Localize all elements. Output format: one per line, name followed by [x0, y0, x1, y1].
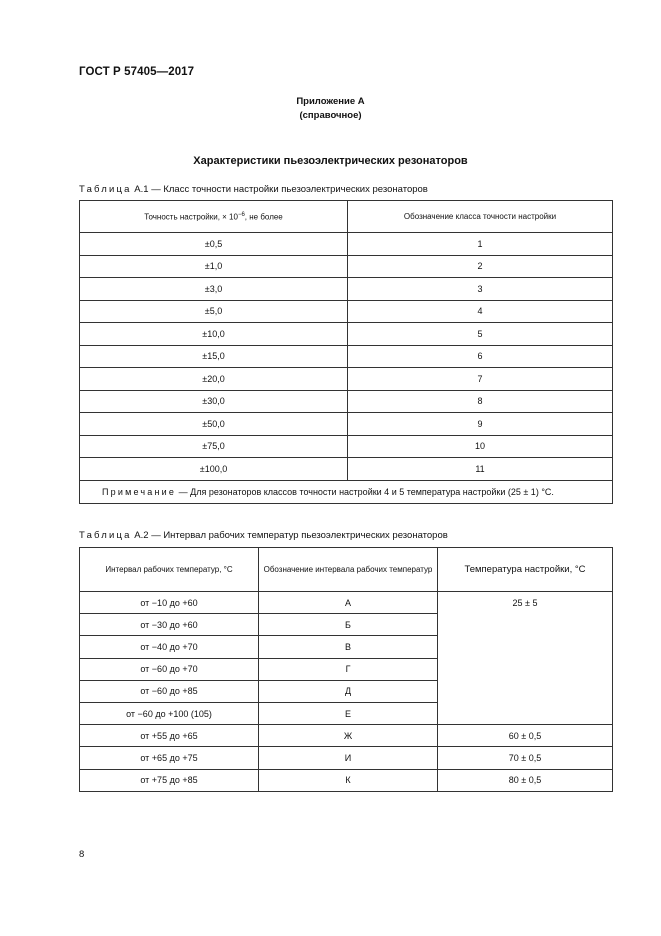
- tuning-accuracy-cell: ±15,0: [80, 345, 348, 368]
- table-row: [80, 300, 613, 323]
- annex-title: Приложение А: [296, 96, 365, 107]
- temperature-interval-cell: от −40 до +70: [80, 636, 259, 658]
- temperature-interval-cell: от +75 до +85: [80, 769, 259, 791]
- accuracy-class-cell: 5: [348, 323, 613, 346]
- accuracy-class-cell: 2: [348, 255, 613, 278]
- table-row: [80, 458, 613, 481]
- table2-caption-text: А.2 — Интервал рабочих температур пьезоэлектрических резонаторов: [131, 530, 448, 541]
- table1-col1-header-exp: −6: [237, 211, 245, 218]
- interval-designation-cell: Б: [259, 614, 438, 636]
- table-row: [80, 368, 613, 391]
- table2-header-row: [80, 548, 613, 592]
- tuning-temperature-cell: 25 ± 5: [438, 592, 613, 725]
- tuning-accuracy-cell: ±100,0: [80, 458, 348, 481]
- interval-designation-cell: Д: [259, 680, 438, 702]
- page-number: 8: [79, 849, 85, 860]
- table1-note-text: — Для резонаторов классов точности настройки 4 и 5 температура настройки (25 ± 1) °С.: [176, 486, 554, 497]
- table1-col1-header-suffix: , не более: [244, 212, 283, 222]
- temperature-interval-cell: от −60 до +100 (105): [80, 702, 259, 724]
- interval-designation-cell: К: [259, 769, 438, 791]
- tuning-temperature-cell: 70 ± 0,5: [438, 747, 613, 769]
- accuracy-class-cell: 1: [348, 233, 613, 256]
- tuning-temperature-cell: 60 ± 0,5: [438, 725, 613, 747]
- table-row: [80, 278, 613, 301]
- accuracy-class-cell: 6: [348, 345, 613, 368]
- accuracy-class-cell: 9: [348, 413, 613, 436]
- temperature-interval-cell: от −10 до +60: [80, 592, 259, 614]
- tuning-accuracy-cell: ±0,5: [80, 233, 348, 256]
- interval-designation-cell: Е: [259, 702, 438, 724]
- interval-designation-cell: В: [259, 636, 438, 658]
- table1-caption-label: Таблица: [79, 184, 132, 195]
- table2-col1-header: Интервал рабочих температур, °С: [80, 548, 259, 592]
- section-title: Характеристики пьезоэлектрических резонаторов: [193, 155, 468, 167]
- table1-col1-header-prefix: Точность настройки, × 10: [144, 212, 238, 222]
- temperature-interval-cell: от −60 до +70: [80, 658, 259, 680]
- tuning-accuracy-cell: ±10,0: [80, 323, 348, 346]
- interval-designation-cell: А: [259, 592, 438, 614]
- accuracy-class-cell: 7: [348, 368, 613, 391]
- table1-col2-header: Обозначение класса точности настройки: [348, 201, 613, 233]
- table2-caption: [79, 530, 448, 541]
- accuracy-class-cell: 10: [348, 435, 613, 458]
- accuracy-class-cell: 3: [348, 278, 613, 301]
- interval-designation-cell: Ж: [259, 725, 438, 747]
- table1-header-row: [80, 201, 613, 233]
- table-row: [80, 769, 613, 791]
- table1-note-row: [80, 480, 613, 503]
- table-row: [80, 345, 613, 368]
- table1-col1-header: [80, 201, 348, 233]
- tuning-accuracy-cell: ±3,0: [80, 278, 348, 301]
- tuning-accuracy-cell: ±20,0: [80, 368, 348, 391]
- table-row: [80, 255, 613, 278]
- tuning-accuracy-cell: ±30,0: [80, 390, 348, 413]
- tuning-accuracy-cell: ±50,0: [80, 413, 348, 436]
- table-operating-temperature: [79, 547, 613, 792]
- table2-col3-header: Температура настройки, °С: [438, 548, 613, 592]
- table1-note-label: Примечание: [102, 486, 177, 497]
- table2-col2-header: Обозначение интервала рабочих температур: [259, 548, 438, 592]
- interval-designation-cell: И: [259, 747, 438, 769]
- temperature-interval-cell: от +65 до +75: [80, 747, 259, 769]
- tuning-temperature-cell: 80 ± 0,5: [438, 769, 613, 791]
- table-row: [80, 323, 613, 346]
- annex-heading: [0, 95, 661, 123]
- temperature-interval-cell: от −60 до +85: [80, 680, 259, 702]
- table1-caption: [79, 184, 428, 195]
- annex-subtitle: (справочное): [299, 110, 362, 121]
- table-row: [80, 435, 613, 458]
- table-row: [80, 747, 613, 769]
- table-row: [80, 233, 613, 256]
- table-row: [80, 592, 613, 614]
- table2-caption-label: Таблица: [79, 530, 132, 541]
- tuning-accuracy-cell: ±1,0: [80, 255, 348, 278]
- tuning-accuracy-cell: ±75,0: [80, 435, 348, 458]
- document-header: ГОСТ Р 57405—2017: [79, 66, 195, 78]
- table1-caption-text: А.1 — Класс точности настройки пьезоэлектрических резонаторов: [131, 184, 428, 195]
- accuracy-class-cell: 8: [348, 390, 613, 413]
- table1-note: [80, 480, 613, 503]
- tuning-accuracy-cell: ±5,0: [80, 300, 348, 323]
- table-row: [80, 413, 613, 436]
- accuracy-class-cell: 11: [348, 458, 613, 481]
- interval-designation-cell: Г: [259, 658, 438, 680]
- table-row: [80, 390, 613, 413]
- temperature-interval-cell: от +55 до +65: [80, 725, 259, 747]
- accuracy-class-cell: 4: [348, 300, 613, 323]
- table-tuning-accuracy: [79, 200, 613, 504]
- table-row: [80, 725, 613, 747]
- temperature-interval-cell: от −30 до +60: [80, 614, 259, 636]
